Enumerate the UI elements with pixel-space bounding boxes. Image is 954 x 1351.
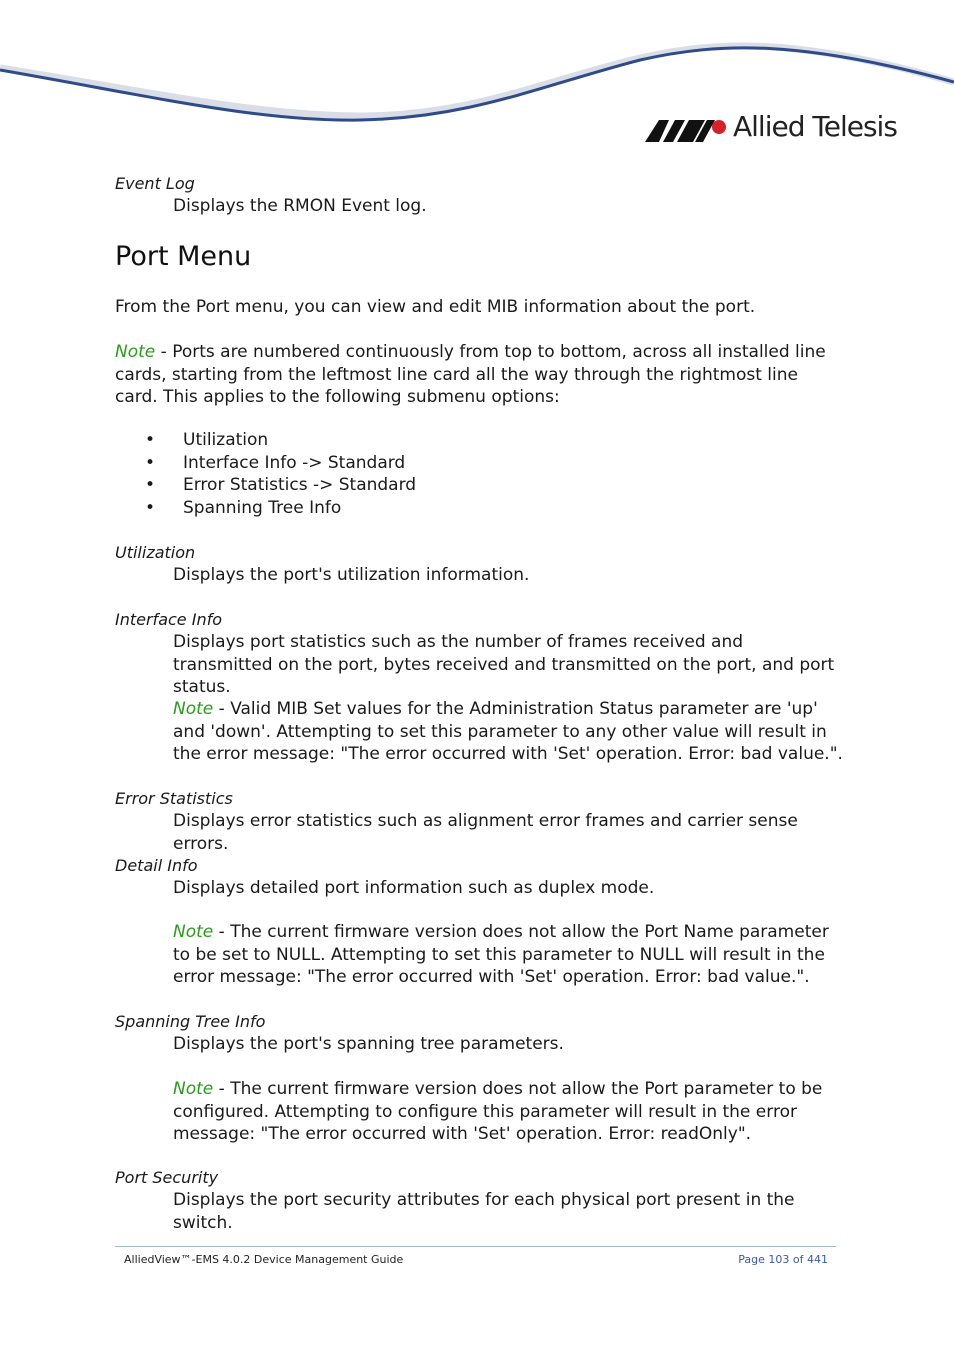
section-heading-port-menu: Port Menu [115,241,252,272]
bullet-icon: • [145,497,156,518]
note-label: Note [115,342,156,362]
list-item: • Interface Info -> Standard [145,452,406,473]
bullet-icon: • [145,452,156,473]
allied-telesis-logo [645,108,897,146]
note-interface-info [173,698,843,766]
note-spanning-tree-info [173,1078,843,1146]
term-detail-info: Detail Info [115,856,198,875]
note-text: - The current firmware version does not allow the Port parameter to be configured. Attempting to configure this parameter will result in the error message: "The error occurred with 'Set' operation. Error: readOnly". [173,1079,823,1145]
footer-doc-title: AlliedView™-EMS 4.0.2 Device Management Guide [124,1253,404,1266]
desc-utilization: Displays the port's utilization information. [173,565,530,585]
term-port-security: Port Security [115,1168,219,1187]
term-utilization: Utilization [115,543,196,562]
submenu-list [115,429,416,519]
desc-error-statistics: Displays error statistics such as alignment error frames and carrier sense errors. [173,811,798,854]
desc-interface-info: Displays port statistics such as the number of frames received and transmitted on the port, bytes received and transmitted on the port, and port status. [173,632,835,698]
logo-mark-icon [645,112,727,142]
desc-detail-info: Displays detailed port information such as duplex mode. [173,878,655,898]
list-item: • Spanning Tree Info [145,497,342,518]
desc-spanning-tree-info: Displays the port's spanning tree parameters. [173,1034,564,1054]
note-text: - Ports are numbered continuously from top to bottom, across all installed line cards, starting from the leftmost line card all the way through the rightmost line card. This applies to the following submenu options: [115,342,826,408]
list-item: • Error Statistics -> Standard [145,475,417,496]
footer-page-number: Page 103 of 441 [738,1253,828,1266]
logo-text: Allied Telesis [733,110,897,143]
note-text: - The current firmware version does not allow the Port Name parameter to be set to NULL. Attempting to set this parameter to NULL will result in the error message: "The error occurred with 'Set' operation. Error: bad value.". [173,922,829,988]
port-menu-note [115,341,840,409]
term-error-statistics: Error Statistics [115,789,233,808]
term-interface-info: Interface Info [115,610,222,629]
note-detail-info [173,921,843,989]
note-label: Note [173,699,214,719]
note-label: Note [173,922,214,942]
desc-port-security: Displays the port security attributes for each physical port present in the switch. [173,1190,795,1233]
footer-divider [115,1246,836,1247]
note-text: - Valid MIB Set values for the Administration Status parameter are 'up' and 'down'. Attempting to set this parameter to any other value will result in the error message: "The error occurred with 'Set' operation. Error: bad value.". [173,699,843,765]
bullet-icon: • [145,475,156,496]
desc-event-log: Displays the RMON Event log. [173,196,427,216]
port-menu-intro: From the Port menu, you can view and edit MIB information about the port. [115,297,756,317]
term-event-log: Event Log [115,174,195,193]
note-label: Note [173,1079,214,1099]
list-item: • Utilization [145,430,269,450]
bullet-icon: • [145,430,156,450]
term-spanning-tree-info: Spanning Tree Info [115,1012,266,1031]
